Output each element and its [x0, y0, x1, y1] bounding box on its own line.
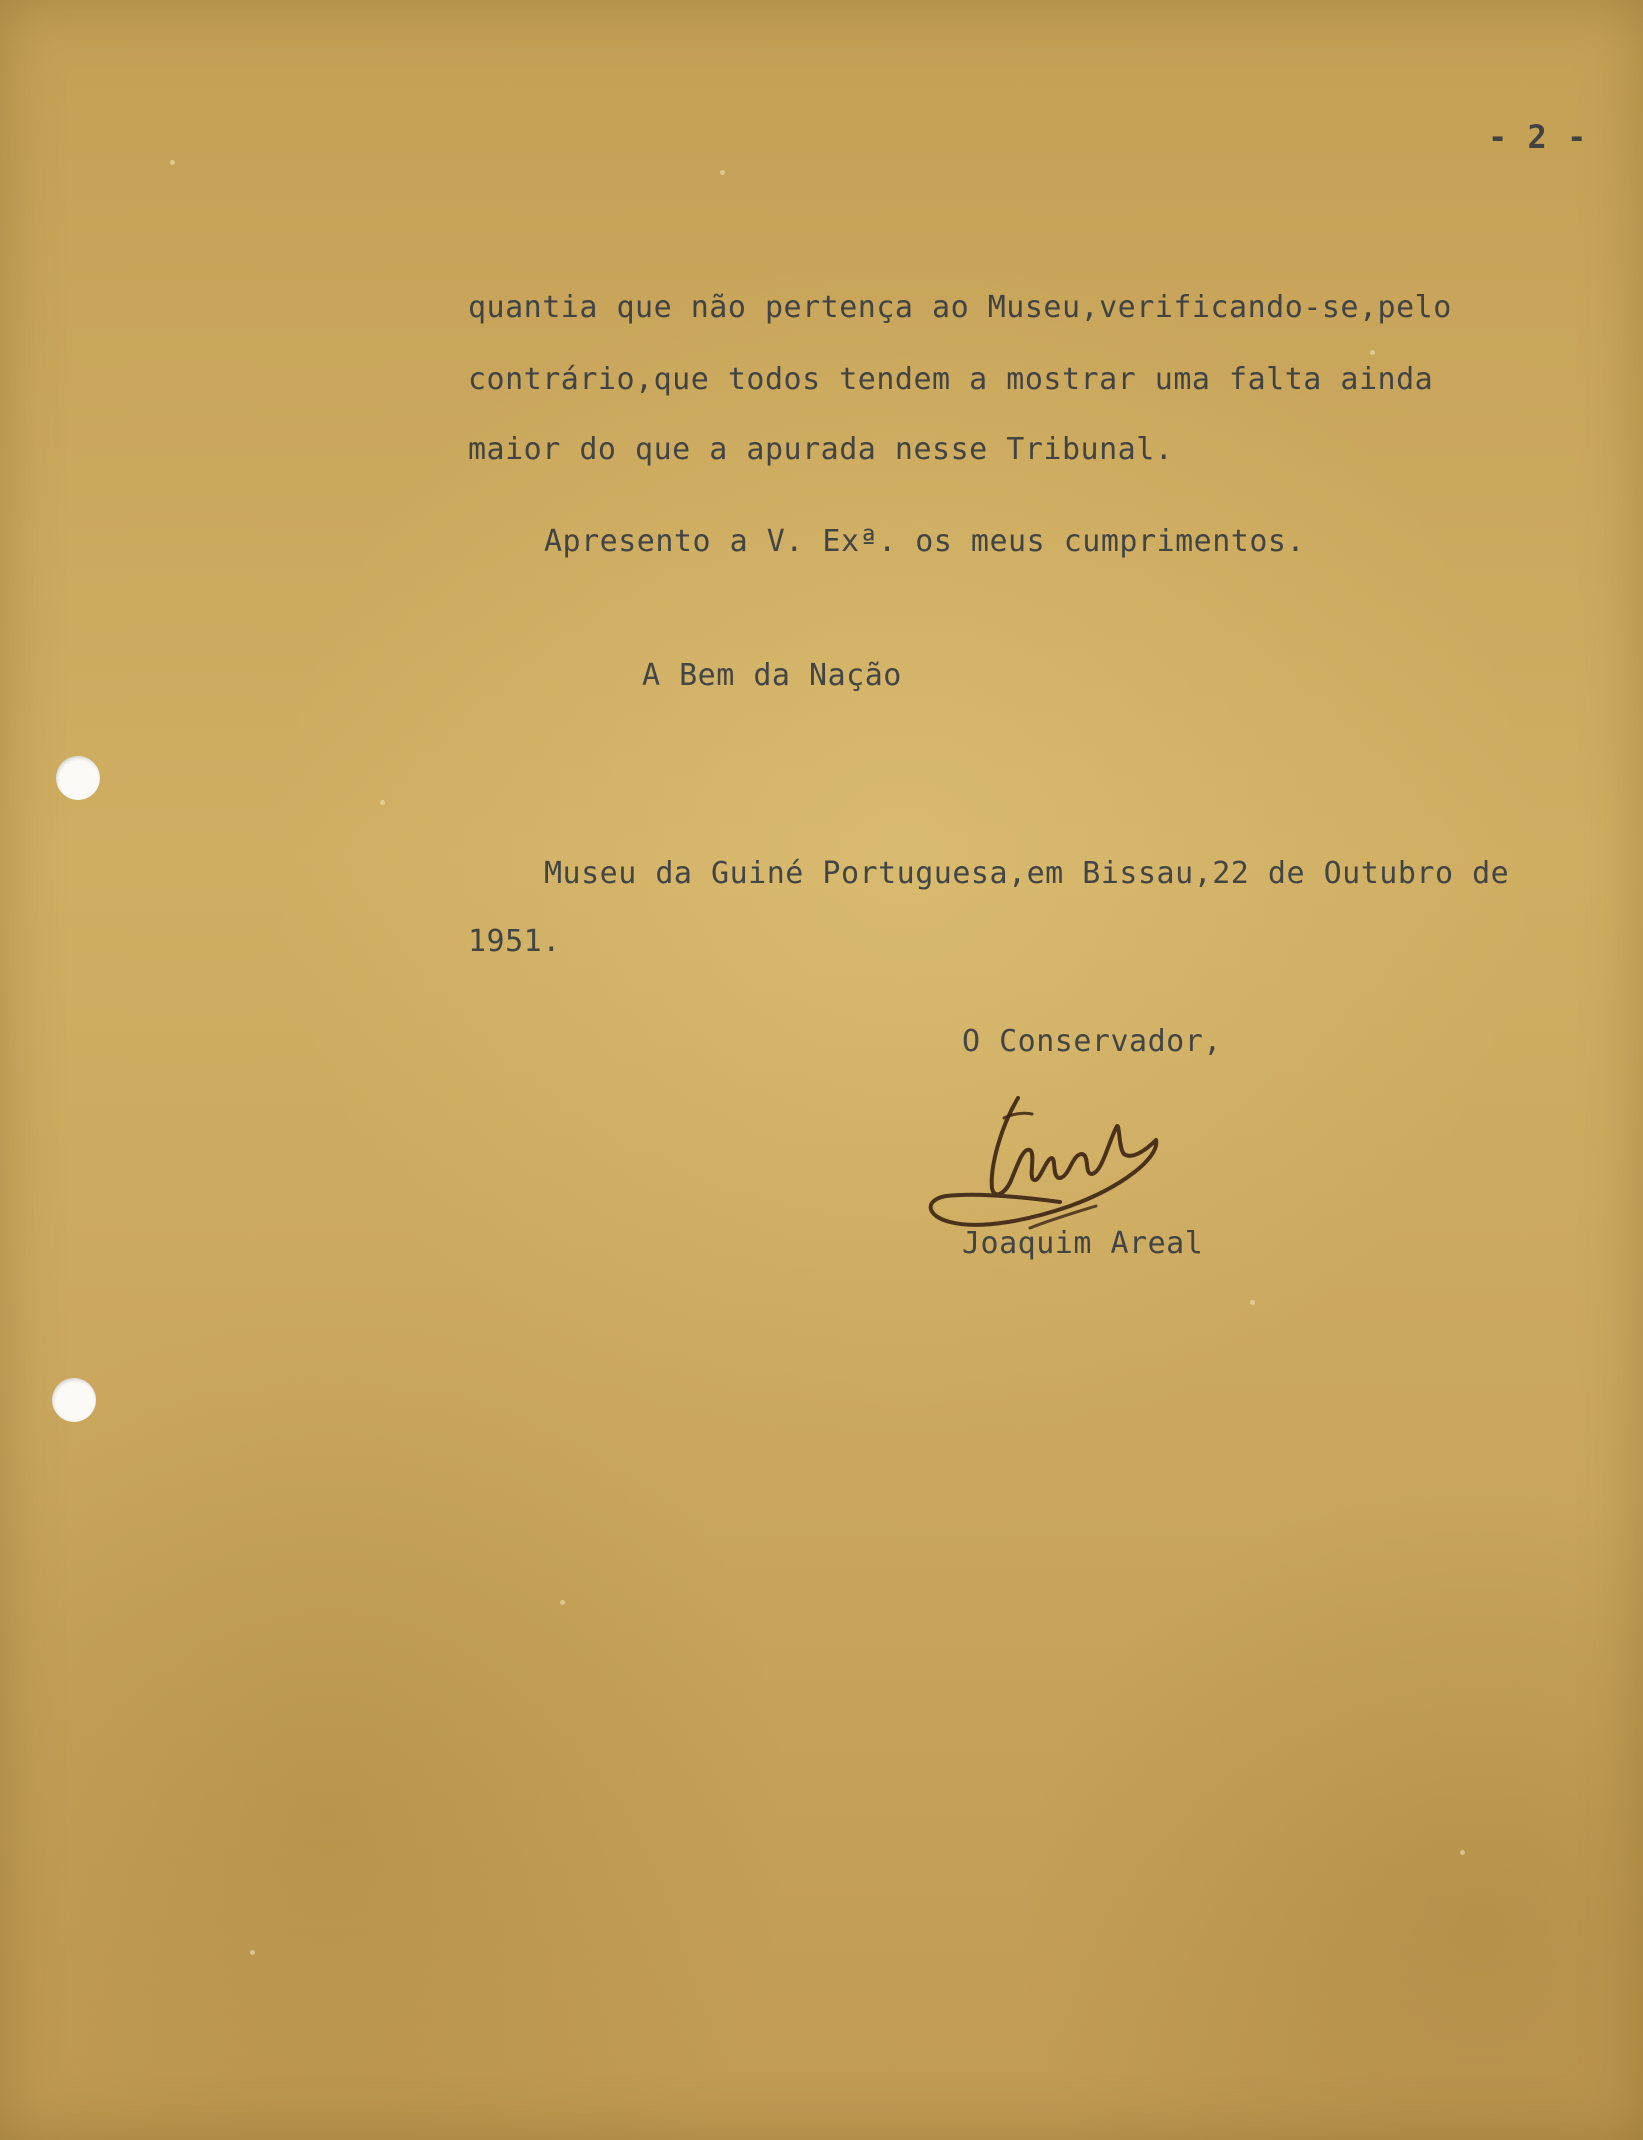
place-date-year: 1951. — [468, 924, 561, 959]
paper-speck — [250, 1950, 255, 1955]
handwritten-signature — [920, 1088, 1210, 1238]
signer-title: O Conservador, — [962, 1024, 1222, 1059]
signer-name: Joaquim Areal — [962, 1226, 1204, 1261]
body-line: maior do que a apurada nesse Tribunal. — [468, 432, 1174, 467]
paper-speck — [1250, 1300, 1255, 1305]
salutation: A Bem da Nação — [642, 658, 902, 693]
paper-speck — [1370, 350, 1375, 355]
paper-speck — [720, 170, 725, 175]
place-date-line: Museu da Guiné Portuguesa,em Bissau,22 de Outubro de — [544, 856, 1510, 891]
punch-hole-upper — [56, 756, 100, 800]
punch-hole-lower — [52, 1378, 96, 1422]
page-number: - 2 - — [1488, 118, 1587, 156]
body-line: quantia que não pertença ao Museu,verificando-se,pelo — [468, 290, 1452, 325]
paper-speck — [1460, 1850, 1465, 1855]
closing-greeting: Apresento a V. Exª. os meus cumprimentos. — [544, 524, 1306, 559]
body-line: contrário,que todos tendem a mostrar uma falta ainda — [468, 362, 1434, 397]
paper-speck — [380, 800, 385, 805]
paper-speck — [560, 1600, 565, 1605]
paper-speck — [170, 160, 175, 165]
